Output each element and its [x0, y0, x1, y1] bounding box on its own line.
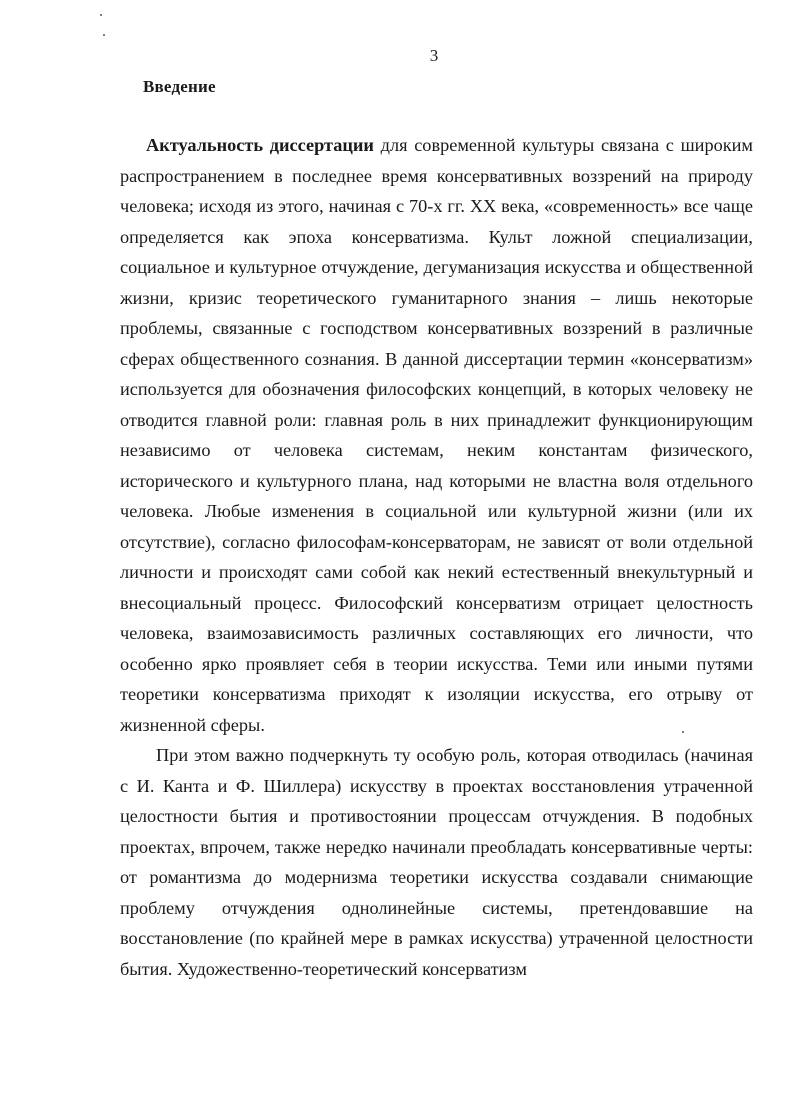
paragraph-2 — [120, 740, 753, 984]
scan-speck — [103, 34, 105, 36]
scan-speck — [100, 14, 102, 16]
page-number: 3 — [429, 46, 439, 65]
paragraph-text: При этом важно подчеркнуть ту особую роль, которая отводилась (начиная с И. Канта и Ф. Шиллера) искусству в проектах восстановления утраченной целостности бытия и противостоянии процессам отчуждения. В подобных проектах, впрочем, также нередко начинали преобладать консервативные черты: от романтизма до модернизма теоретики искусства создавали снимающие проблему отчуждения однолинейные системы, претендовавшие на восстановление (по крайней мере в рамках искусства) утраченной целостности бытия. Художественно-теоретический консерватизм — [120, 745, 753, 979]
paragraph-text: для современной культуры связана с широким распространением в последнее время консервативных воззрений на природу человека; исходя из этого, начиная с 70-х гг. XX века, «современность» все чаще определяется как эпоха консерватизма. Культ ложной специализации, социальное и культурное отчуждение, дегуманизация искусства и общественной жизни, кризис теоретического гуманитарного знания – лишь некоторые проблемы, связанные с господством консервативных воззрений в различные сферах общественного сознания. В данной диссертации термин «консерватизм» используется для обозначения философских концепций, в которых человеку не отводится главной роли: главная роль в них принадлежит функционирующим независимо от человека системам, неким константам физического, исторического и культурного плана, над которыми не властна воля отдельного человека. Любые изменения в социальной или культурной жизни (или их отсутствие), согласно философам-консерваторам, не зависят от воли отдельной личности и происходят сами собой как некий естественный внекультурный и внесоциальный процесс. Философский консерватизм отрицает целостность человека, взаимозависимость различных составляющих его личности, что особенно ярко проявляет себя в теории искусства. Теми или иными путями теоретики консерватизма приходят к изоляции искусства, его отрыву от жизненной сферы. — [120, 135, 753, 735]
paragraph-1 — [120, 130, 753, 740]
paragraph-lead: Актуальность диссертации — [146, 135, 374, 155]
body-text — [120, 130, 753, 984]
section-heading: Введение — [143, 77, 216, 96]
